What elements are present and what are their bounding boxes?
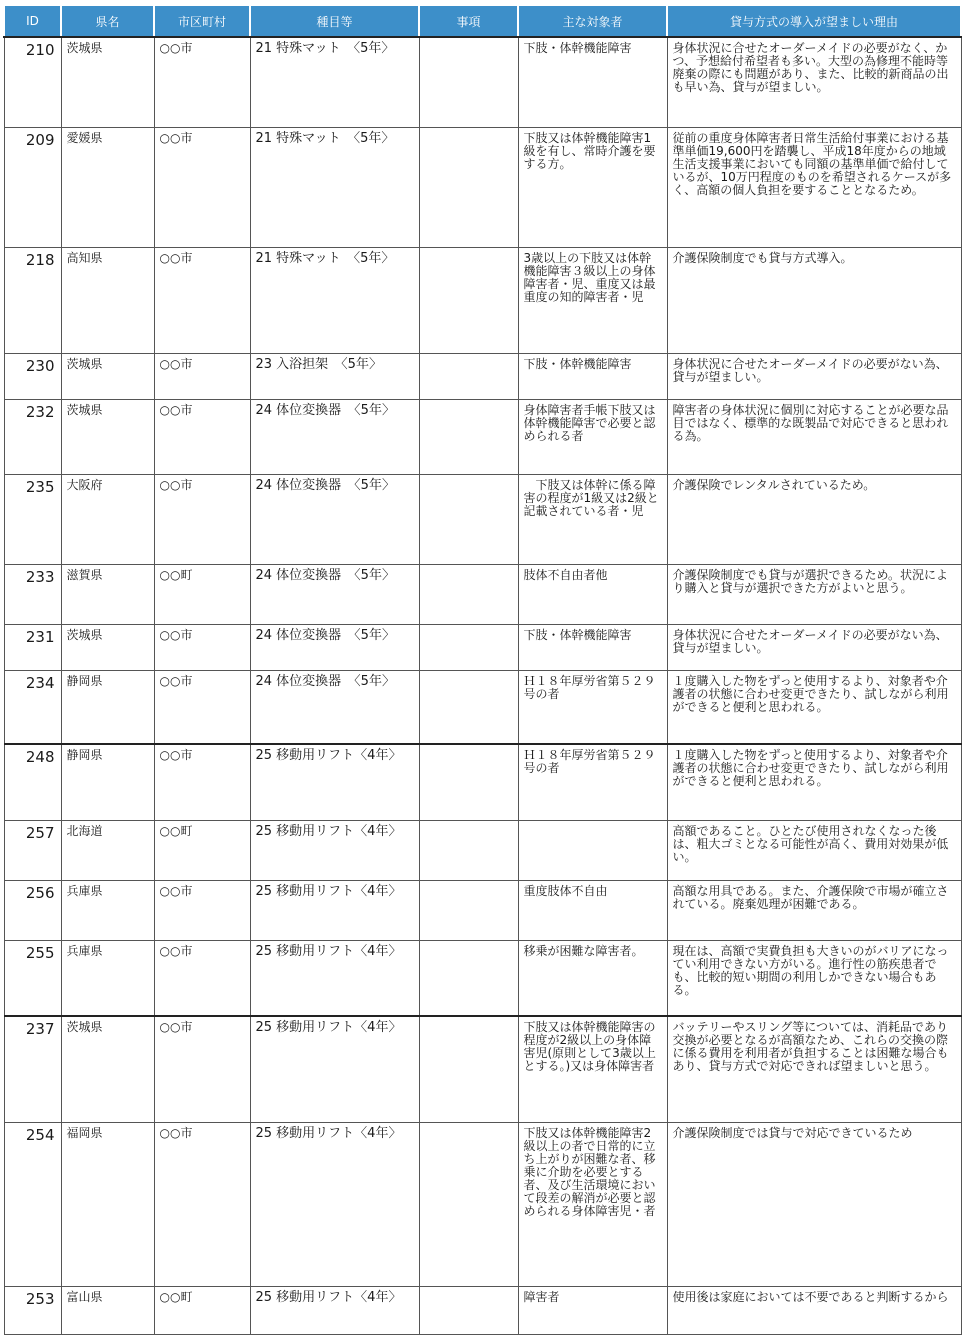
header-city: 市区町村 xyxy=(154,5,250,37)
cell-id: 254 xyxy=(4,1122,61,1286)
cell-id: 210 xyxy=(4,37,61,127)
cell-taisho: 下肢・体幹機能障害 xyxy=(518,624,667,670)
cell-pref: 高知県 xyxy=(61,247,154,353)
cell-city: ○○市 xyxy=(154,1016,250,1122)
cell-pref: 茨城県 xyxy=(61,353,154,399)
cell-taisho: 重度肢体不自由 xyxy=(518,880,667,940)
cell-city: ○○市 xyxy=(154,670,250,744)
cell-pref: 茨城県 xyxy=(61,37,154,127)
cell-pref: 茨城県 xyxy=(61,624,154,670)
cell-jiko xyxy=(419,670,518,744)
cell-city: ○○市 xyxy=(154,37,250,127)
table-row xyxy=(4,399,961,474)
cell-taisho xyxy=(518,820,667,880)
cell-riyu: １度購入した物をずっと使用するより、対象者や介護者の状態に合わせ変更できたり、試しながら利用ができると便利と思われる。 xyxy=(667,744,961,820)
table-row xyxy=(4,1016,961,1122)
cell-id: 230 xyxy=(4,353,61,399)
cell-pref: 茨城県 xyxy=(61,399,154,474)
cell-city: ○○市 xyxy=(154,127,250,247)
cell-city: ○○市 xyxy=(154,940,250,1016)
cell-shumoku: 25 移動用リフト〈4年〉 xyxy=(250,940,419,1016)
cell-id: 218 xyxy=(4,247,61,353)
cell-riyu: 介護保険でレンタルされているため。 xyxy=(667,474,961,564)
cell-city: ○○町 xyxy=(154,564,250,624)
cell-taisho: 下肢・体幹機能障害 xyxy=(518,353,667,399)
cell-city: ○○市 xyxy=(154,1122,250,1286)
cell-pref: 静岡県 xyxy=(61,670,154,744)
cell-jiko xyxy=(419,1122,518,1286)
cell-jiko xyxy=(419,247,518,353)
table-row xyxy=(4,37,961,127)
cell-riyu: 現在は、高額で実費負担も大きいのがバリアになってい利用できない方がいる。進行性の筋疾患者でも、比較的短い期間の利用しかできない場合もある。 xyxy=(667,940,961,1016)
cell-city: ○○市 xyxy=(154,247,250,353)
cell-pref: 兵庫県 xyxy=(61,880,154,940)
table-row xyxy=(4,820,961,880)
cell-shumoku: 24 体位変換器 〈5年〉 xyxy=(250,399,419,474)
header-id: ID xyxy=(4,5,61,37)
cell-riyu: 介護保険制度でも貸与が選択できるため。状況により購入と貸与が選択できた方がよいと思う。 xyxy=(667,564,961,624)
cell-shumoku: 21 特殊マット 〈5年〉 xyxy=(250,247,419,353)
request-table xyxy=(3,4,962,1335)
cell-riyu: 介護保険制度でも貸与方式導入。 xyxy=(667,247,961,353)
cell-id: 253 xyxy=(4,1286,61,1334)
table-row xyxy=(4,1286,961,1334)
cell-id: 235 xyxy=(4,474,61,564)
table-row xyxy=(4,247,961,353)
cell-shumoku: 24 体位変換器 〈5年〉 xyxy=(250,624,419,670)
table-row xyxy=(4,1122,961,1286)
cell-id: 232 xyxy=(4,399,61,474)
header-jiko: 事項 xyxy=(419,5,518,37)
cell-taisho: 移乗が困難な障害者。 xyxy=(518,940,667,1016)
cell-jiko xyxy=(419,37,518,127)
cell-riyu: 高額であること。ひとたび使用されなくなった後は、粗大ゴミとなる可能性が高く、費用対効果が低い。 xyxy=(667,820,961,880)
header-shumoku: 種目等 xyxy=(250,5,419,37)
cell-taisho: 下肢又は体幹機能障害2級以上の者で日常的に立ち上がりが困難な者、移乗に介助を必要とする者、及び生活環境において段差の解消が必要と認められる身体障害児・者 xyxy=(518,1122,667,1286)
cell-taisho: 下肢又は体幹に係る障害の程度が1級又は2級と記載されている者・児 xyxy=(518,474,667,564)
header-pref: 県名 xyxy=(61,5,154,37)
table-row xyxy=(4,940,961,1016)
cell-jiko xyxy=(419,474,518,564)
cell-shumoku: 24 体位変換器 〈5年〉 xyxy=(250,670,419,744)
cell-riyu: 従前の重度身体障害者日常生活給付事業における基準単価19,600円を踏襲し、平成18年度からの地域生活支援事業においても同額の基準単価で給付しているが、10万円程度のものを希望されるケースが多く、高額の個人負担を要することとなるため。 xyxy=(667,127,961,247)
cell-riyu: 身体状況に合せたオーダーメイドの必要がなく、かつ、予想給付希望者も多い。大型の為修理不能時等廃棄の際にも問題があり、また、比較的新商品の出も早い為、貸与が望ましい。 xyxy=(667,37,961,127)
cell-city: ○○市 xyxy=(154,624,250,670)
cell-pref: 福岡県 xyxy=(61,1122,154,1286)
cell-shumoku: 24 体位変換器 〈5年〉 xyxy=(250,474,419,564)
cell-taisho: 3歳以上の下肢又は体幹機能障害３級以上の身体障害者・児、重度又は最重度の知的障害者・児 xyxy=(518,247,667,353)
cell-riyu: バッテリーやスリング等については、消耗品であり交換が必要となるが高額なため、これらの交換の際に係る費用を利用者が負担することは困難な場合もあり、貸与方式で対応できれば望ましいと思う。 xyxy=(667,1016,961,1122)
cell-riyu: 介護保険制度では貸与で対応できているため xyxy=(667,1122,961,1286)
table-row xyxy=(4,880,961,940)
cell-pref: 茨城県 xyxy=(61,1016,154,1122)
header-riyu: 貸与方式の導入が望ましい理由 xyxy=(667,5,961,37)
table-row xyxy=(4,127,961,247)
cell-shumoku: 25 移動用リフト〈4年〉 xyxy=(250,744,419,820)
cell-pref: 兵庫県 xyxy=(61,940,154,1016)
cell-shumoku: 21 特殊マット 〈5年〉 xyxy=(250,37,419,127)
cell-shumoku: 25 移動用リフト〈4年〉 xyxy=(250,1122,419,1286)
cell-shumoku: 23 入浴担架 〈5年〉 xyxy=(250,353,419,399)
cell-id: 231 xyxy=(4,624,61,670)
cell-jiko xyxy=(419,353,518,399)
table-row xyxy=(4,624,961,670)
cell-riyu: 身体状況に合せたオーダーメイドの必要がない為、貸与が望ましい。 xyxy=(667,353,961,399)
cell-id: 257 xyxy=(4,820,61,880)
cell-jiko xyxy=(419,624,518,670)
cell-pref: 富山県 xyxy=(61,1286,154,1334)
cell-city: ○○町 xyxy=(154,820,250,880)
cell-id: 233 xyxy=(4,564,61,624)
cell-pref: 大阪府 xyxy=(61,474,154,564)
cell-riyu: 障害者の身体状況に個別に対応することが必要な品目ではなく、標準的な既製品で対応できると思われる為。 xyxy=(667,399,961,474)
table-row xyxy=(4,564,961,624)
cell-city: ○○市 xyxy=(154,474,250,564)
cell-riyu: 高額な用具である。また、介護保険で市場が確立されている。廃棄処理が困難である。 xyxy=(667,880,961,940)
cell-shumoku: 25 移動用リフト〈4年〉 xyxy=(250,1286,419,1334)
cell-riyu: 身体状況に合せたオーダーメイドの必要がない為、貸与が望ましい。 xyxy=(667,624,961,670)
cell-id: 255 xyxy=(4,940,61,1016)
cell-riyu: １度購入した物をずっと使用するより、対象者や介護者の状態に合わせ変更できたり、試しながら利用ができると便利と思われる。 xyxy=(667,670,961,744)
cell-jiko xyxy=(419,820,518,880)
cell-shumoku: 21 特殊マット 〈5年〉 xyxy=(250,127,419,247)
cell-taisho: 下肢又は体幹機能障害の程度が2級以上の身体障害児(原則として3歳以上とする。)又は身体障害者 xyxy=(518,1016,667,1122)
cell-jiko xyxy=(419,127,518,247)
cell-riyu: 使用後は家庭においては不要であると判断するから xyxy=(667,1286,961,1334)
cell-id: 234 xyxy=(4,670,61,744)
cell-city: ○○町 xyxy=(154,1286,250,1334)
table-row xyxy=(4,474,961,564)
cell-pref: 滋賀県 xyxy=(61,564,154,624)
header-row xyxy=(4,5,961,37)
cell-jiko xyxy=(419,744,518,820)
table-row xyxy=(4,670,961,744)
cell-taisho: Ｈ１８年厚労省第５２９号の者 xyxy=(518,670,667,744)
cell-taisho: 下肢・体幹機能障害 xyxy=(518,37,667,127)
cell-jiko xyxy=(419,880,518,940)
cell-jiko xyxy=(419,940,518,1016)
cell-jiko xyxy=(419,399,518,474)
table-row xyxy=(4,353,961,399)
cell-id: 209 xyxy=(4,127,61,247)
cell-jiko xyxy=(419,564,518,624)
table-row xyxy=(4,744,961,820)
cell-shumoku: 25 移動用リフト〈4年〉 xyxy=(250,1016,419,1122)
cell-shumoku: 25 移動用リフト〈4年〉 xyxy=(250,880,419,940)
cell-pref: 北海道 xyxy=(61,820,154,880)
cell-taisho: 肢体不自由者他 xyxy=(518,564,667,624)
cell-taisho: Ｈ１８年厚労省第５２９号の者 xyxy=(518,744,667,820)
cell-taisho: 障害者 xyxy=(518,1286,667,1334)
cell-jiko xyxy=(419,1016,518,1122)
cell-shumoku: 24 体位変換器 〈5年〉 xyxy=(250,564,419,624)
cell-pref: 静岡県 xyxy=(61,744,154,820)
cell-shumoku: 25 移動用リフト〈4年〉 xyxy=(250,820,419,880)
cell-taisho: 下肢又は体幹機能障害1級を有し、常時介護を要する方。 xyxy=(518,127,667,247)
cell-jiko xyxy=(419,1286,518,1334)
cell-id: 237 xyxy=(4,1016,61,1122)
cell-id: 256 xyxy=(4,880,61,940)
cell-city: ○○市 xyxy=(154,744,250,820)
cell-pref: 愛媛県 xyxy=(61,127,154,247)
cell-city: ○○市 xyxy=(154,353,250,399)
cell-city: ○○市 xyxy=(154,399,250,474)
cell-city: ○○市 xyxy=(154,880,250,940)
header-taisho: 主な対象者 xyxy=(518,5,667,37)
cell-taisho: 身体障害者手帳下肢又は体幹機能障害で必要と認められる者 xyxy=(518,399,667,474)
cell-id: 248 xyxy=(4,744,61,820)
